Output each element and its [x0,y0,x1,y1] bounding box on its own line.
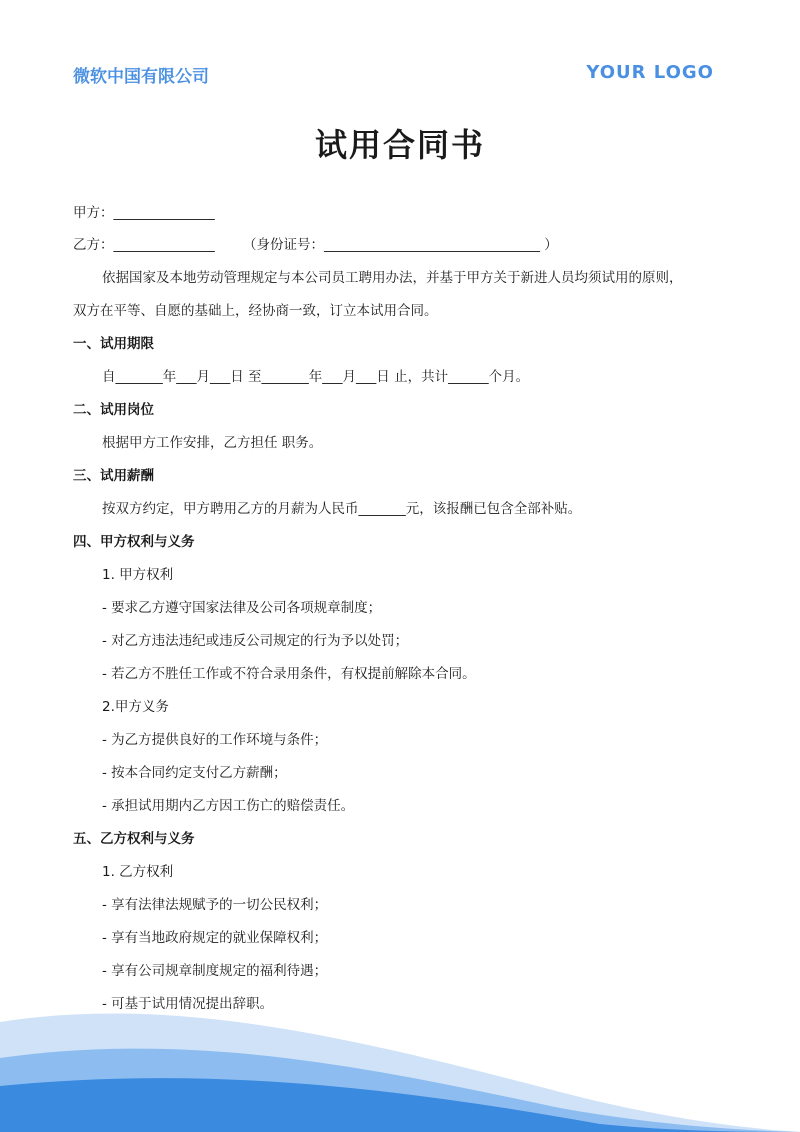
sub-heading: 2.甲方义务 [102,699,169,715]
intro-paragraph-1: 依据国家及本地劳动管理规定与本公司员工聘用办法，并基于甲方关于新进人员均须试用的原则， [102,270,683,286]
party-b-line: 乙方：_______________ [73,237,215,253]
section-heading: 二、试用岗位 [73,402,154,418]
section-heading: 三、试用薪酬 [73,468,154,484]
list-item: - 可基于试用情况提出辞职。 [102,996,274,1012]
section-text: 自_______年___月___日 至_______年___月___日 止，共计______个月。 [102,369,530,385]
list-item: - 要求乙方遵守国家法律及公司各项规章制度； [102,600,382,616]
section-heading: 一、试用期限 [73,336,154,352]
company-name: 微软中国有限公司 [73,67,209,87]
party-a-line: 甲方：_______________ [73,205,215,221]
id-number-line: （身份证号：________________________________ ） [243,237,558,253]
logo: YOUR LOGO [586,62,714,83]
list-item: - 为乙方提供良好的工作环境与条件； [102,732,328,748]
list-item: - 享有法律法规赋予的一切公民权利； [102,897,328,913]
section-text: 根据甲方工作安排，乙方担任 职务。 [102,435,323,451]
section-text: 按双方约定，甲方聘用乙方的月薪为人民币_______元，该报酬已包含全部补贴。 [102,501,582,517]
sub-heading: 1. 甲方权利 [102,567,174,583]
intro-paragraph-2: 双方在平等、自愿的基础上，经协商一致，订立本试用合同。 [73,303,438,319]
list-item: - 享有当地政府规定的就业保障权利； [102,930,328,946]
sub-heading: 1. 乙方权利 [102,864,174,880]
list-item: - 承担试用期内乙方因工伤亡的赔偿责任。 [102,798,355,814]
list-item: - 若乙方不胜任工作或不符合录用条件，有权提前解除本合同。 [102,666,476,682]
footer-wave-decoration [0,1000,800,1132]
section-heading: 五、乙方权利与义务 [73,831,195,847]
section-heading: 四、甲方权利与义务 [73,534,195,550]
document-title: 试用合同书 [314,126,485,164]
list-item: - 对乙方违法违纪或违反公司规定的行为予以处罚； [102,633,409,649]
list-item: - 按本合同约定支付乙方薪酬； [102,765,287,781]
list-item: - 享有公司规章制度规定的福利待遇； [102,963,328,979]
